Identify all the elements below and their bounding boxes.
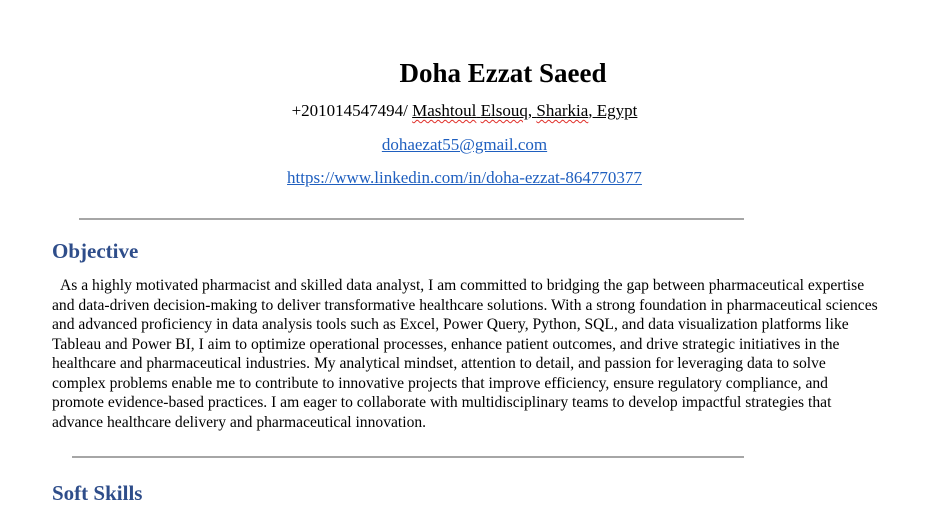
location-part: Sharkia	[536, 101, 589, 120]
candidate-name: Doha Ezzat Saeed	[399, 58, 607, 88]
location-part: Mashtoul	[412, 101, 477, 120]
location-part: , Egypt	[588, 101, 638, 120]
phone-number: +201014547494/	[291, 101, 413, 120]
soft-skills-heading: Soft Skills	[52, 481, 143, 505]
location	[412, 101, 637, 120]
email-line	[0, 134, 929, 156]
objective-paragraph: As a highly motivated pharmacist and skilled data analyst, I am committed to bridging the gap between pharmaceutical expertise and data-driven decision-making to deliver transformative healthcare solutions. With a strong foundation in pharmaceutical sciences and advanced proficiency in data analysis tools such as Excel, Power Query, Python, SQL, and data visualization platforms like Tableau and Power BI, I aim to optimize operational processes, enhance patient outcomes, and drive strategic initiatives in the healthcare and pharmaceutical industries. My analytical mindset, attention to detail, and passion for leveraging data to solve complex problems enable me to contribute to innovative projects that improve efficiency, ensure regulatory compliance, and promote evidence-based practices. I am eager to collaborate with multidisciplinary teams to develop impactful strategies that advance healthcare delivery and pharmaceutical innovation.	[52, 277, 878, 431]
linkedin-link[interactable]: https://www.linkedin.com/in/doha-ezzat-864770377	[287, 168, 642, 187]
section-divider	[79, 218, 744, 220]
linkedin-line	[0, 167, 929, 189]
email-link[interactable]: dohaezat55@gmail.com	[381, 135, 548, 154]
section-divider	[72, 456, 744, 458]
objective-heading: Objective	[52, 239, 139, 263]
phone-location-line	[0, 100, 929, 122]
location-part: Elsouq	[480, 101, 528, 120]
location-part: ,	[527, 101, 537, 120]
